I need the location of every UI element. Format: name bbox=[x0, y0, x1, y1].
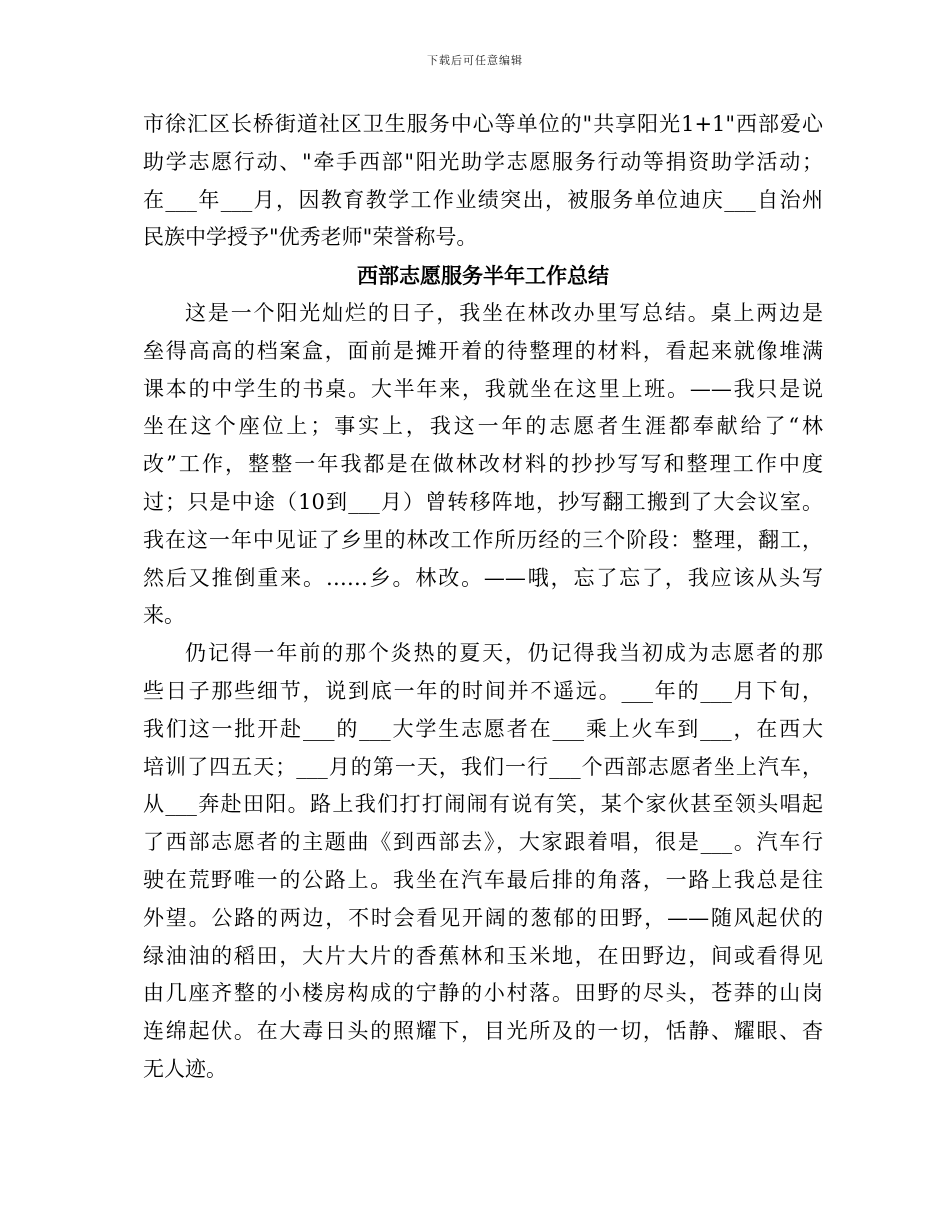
section-title: 西部志愿服务半年工作总结 bbox=[357, 263, 609, 289]
text-line: 然后又推倒重来。……乡。林改。——哦，忘了忘了，我应该从头写 bbox=[143, 565, 823, 590]
text-line: 坐在这个座位上；事实上，我这一年的志愿者生涯都奉献给了“林 bbox=[143, 414, 823, 439]
text-line: 市徐汇区长桥街道社区卫生服务中心等单位的"共享阳光1+1"西部爱心 bbox=[143, 112, 823, 136]
text-line: 垒得高高的档案盒，面前是摊开着的待整理的材料，看起来就像堆满 bbox=[143, 338, 823, 363]
document-body bbox=[143, 106, 823, 1089]
text-line: 些日子那些细节，说到底一年的时间并不遥远。___年的___月下旬， bbox=[143, 678, 823, 703]
page-header: 下载后可任意编辑 bbox=[427, 54, 523, 67]
text-line: 培训了四五天；___月的第一天，我们一行___个西部志愿者坐上汽车， bbox=[143, 754, 823, 779]
text-line: 绿油油的稻田，大片大片的香蕉林和玉米地，在田野边，间或看得见 bbox=[143, 943, 823, 968]
text-line: 助学志愿行动、"牵手西部"阳光助学志愿服务行动等捐资助学活动； bbox=[143, 149, 823, 174]
intro-paragraph bbox=[143, 106, 823, 257]
text-line: 课本的中学生的书桌。大半年来，我就坐在这里上班。——我只是说 bbox=[143, 376, 823, 401]
text-line: 来。 bbox=[143, 603, 185, 628]
text-line: 我们这一批开赴___的___大学生志愿者在___乘上火车到___，在西大 bbox=[143, 716, 823, 741]
text-line: 外望。公路的两边，不时会看见开阔的葱郁的田野，——随风起伏的 bbox=[143, 905, 823, 930]
text-line: 连绵起伏。在大毒日头的照耀下，目光所及的一切，恬静、耀眼、杳 bbox=[143, 1019, 823, 1044]
text-line: 驶在荒野唯一的公路上。我坐在汽车最后排的角落，一路上我总是往 bbox=[143, 867, 823, 892]
text-line: 无人迹。 bbox=[143, 1056, 227, 1081]
text-line: 从___奔赴田阳。路上我们打打闹闹有说有笑，某个家伙甚至领头唱起 bbox=[143, 792, 823, 817]
text-line: 改”工作，整整一年我都是在做林改材料的抄抄写写和整理工作中度 bbox=[143, 452, 823, 477]
text-line: 在___年___月，因教育教学工作业绩突出，被服务单位迪庆___自治州 bbox=[143, 187, 823, 212]
text-line: 仍记得一年前的那个炎热的夏天，仍记得我当初成为志愿者的那 bbox=[185, 641, 823, 666]
text-line: 我在这一年中见证了乡里的林改工作所历经的三个阶段：整理，翻工， bbox=[143, 527, 823, 552]
text-line: 民族中学授予"优秀老师"荣誉称号。 bbox=[143, 225, 478, 250]
paragraph-1 bbox=[143, 295, 823, 635]
text-line: 了西部志愿者的主题曲《到西部去》，大家跟着唱，很是___。汽车行 bbox=[143, 830, 823, 855]
paragraph-2 bbox=[143, 635, 823, 1089]
text-line: 过；只是中途（10到___月）曾转移阵地，抄写翻工搬到了大会议室。 bbox=[143, 489, 823, 514]
text-line: 由几座齐整的小楼房构成的宁静的小村落。田野的尽头，苍莽的山岗 bbox=[143, 981, 823, 1006]
text-line: 这是一个阳光灿烂的日子，我坐在林改办里写总结。桌上两边是 bbox=[185, 300, 823, 325]
